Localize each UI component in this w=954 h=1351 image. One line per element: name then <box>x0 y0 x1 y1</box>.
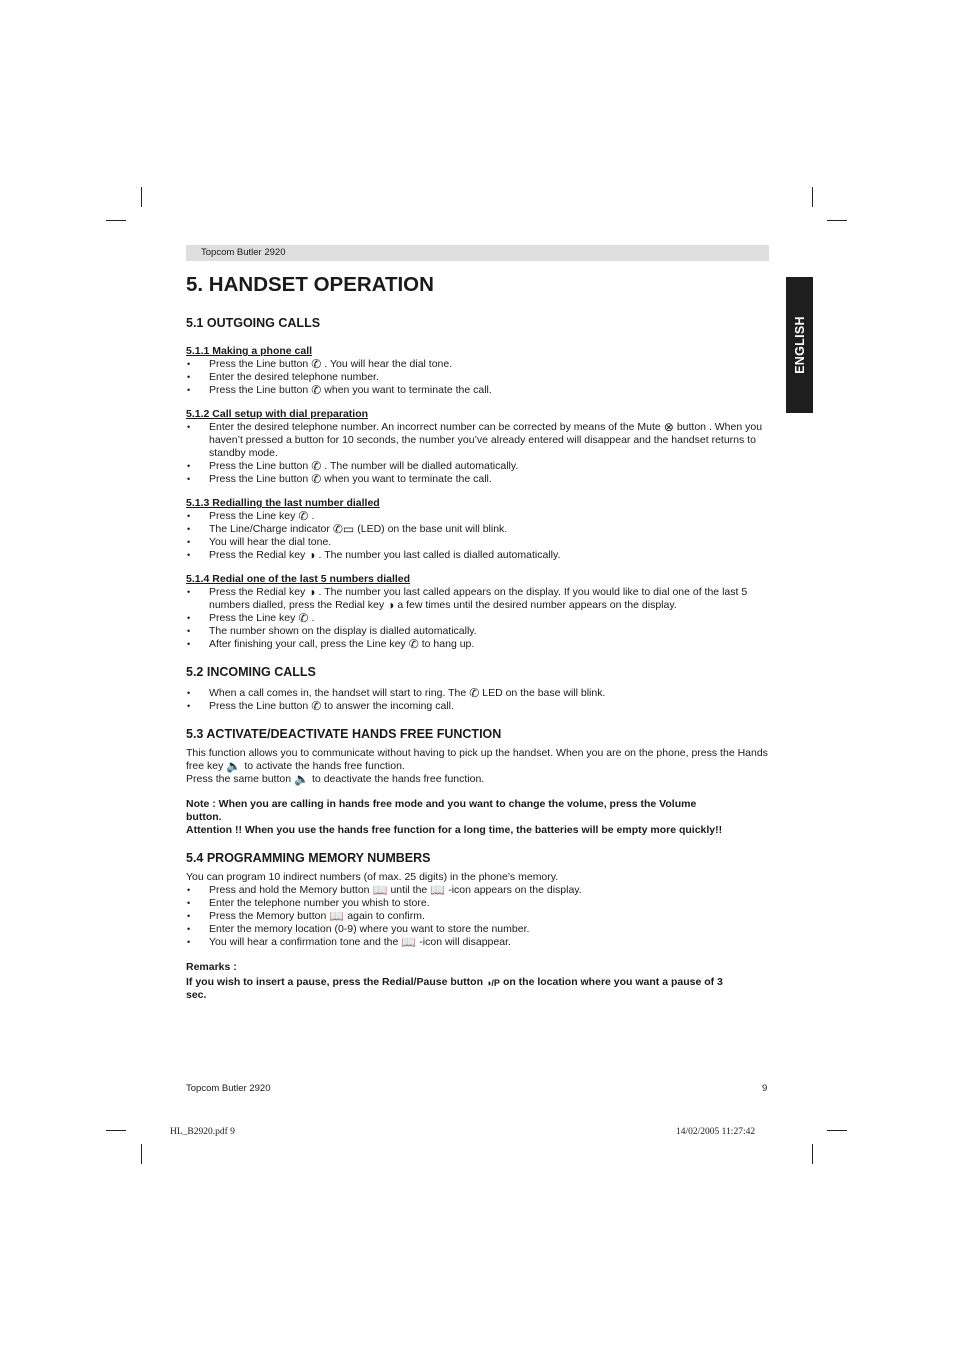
print-timestamp: 14/02/2005 11:27:42 <box>676 1127 756 1137</box>
subsection-5-1-1 <box>186 345 769 397</box>
section-title: 5.4 PROGRAMMING MEMORY NUMBERS <box>186 851 431 865</box>
section-title: 5.3 ACTIVATE/DEACTIVATE HANDS FREE FUNCTION <box>186 727 502 741</box>
remarks-label: Remarks : <box>186 961 237 973</box>
list-item: • Press the Line button ✆ . The number will be dialled automatically. <box>186 460 769 473</box>
list-item: • After finishing your call, press the Line key ✆ to hang up. <box>186 638 769 651</box>
section-title: 5.1 OUTGOING CALLS <box>186 316 321 330</box>
list-item: • Enter the desired telephone number. An incorrect number can be corrected by means of the Mute ⊗ button . When you haven’t pressed a button for 10 seconds, the number you’ve already entered will disappear and the handset returns to standby mode. <box>186 421 769 460</box>
list-item: • Press and hold the Memory button 📖 until the 📖 -icon appears on the display. <box>186 884 769 897</box>
language-tab <box>786 277 813 413</box>
section-5-2 <box>186 687 769 713</box>
list-item: • Enter the telephone number you whish to store. <box>186 897 769 910</box>
phone-handset-icon: ✆ <box>311 472 322 486</box>
crop-mark <box>827 220 847 221</box>
section-title: 5.2 INCOMING CALLS <box>186 665 316 679</box>
list-item: • Press the Line key ✆ . <box>186 510 769 523</box>
attention-note: Attention !! When you use the hands free function for a long time, the batteries will be empty more quickly!! <box>186 824 723 836</box>
paragraph: You can program 10 indirect numbers (of max. 25 digits) in the phone’s memory. <box>186 871 559 883</box>
section-5-3 <box>186 747 769 837</box>
list-item: • Press the Line button ✆ when you want to terminate the call. <box>186 473 769 486</box>
list-item: • Press the Redial key ◑ . The number you last called appears on the display. If you would like to dial one of the last 5 numbers dialled, press the Redial key ◑ a few times until the desired number appears on the display. <box>186 586 769 612</box>
list-item: • When a call comes in, the handset will start to ring. The ✆ LED on the base will blink. <box>186 687 769 700</box>
phone-handset-icon: ✆ <box>469 686 480 700</box>
phone-handset-icon: ✆ <box>298 509 309 523</box>
list-item: • Press the Memory button 📖 again to confirm. <box>186 910 769 923</box>
line-charge-indicator-icon: ✆▭ <box>332 522 355 536</box>
page-title: 5. HANDSET OPERATION <box>186 273 434 296</box>
memory-book-icon: 📖 <box>430 883 446 897</box>
crop-mark <box>141 187 142 207</box>
paragraph: Press the same button 🔈 to deactivate the hands free function. <box>186 772 485 786</box>
list-item: • Enter the memory location (0-9) where you want to store the number. <box>186 923 769 936</box>
crop-mark <box>812 187 813 207</box>
redial-icon: ◑ <box>308 585 316 599</box>
header-title: Topcom Butler 2920 <box>201 247 286 258</box>
redial-icon: ◑ <box>387 598 395 612</box>
list-item: • Press the Line button ✆ . You will hear the dial tone. <box>186 358 769 371</box>
redial-pause-icon: ◑/P <box>485 978 500 988</box>
speaker-icon: 🔈 <box>226 759 242 773</box>
list-item: • The Line/Charge indicator ✆▭ (LED) on the base unit will blink. <box>186 523 769 536</box>
list-item: • You will hear a confirmation tone and the 📖 -icon will disappear. <box>186 936 769 949</box>
phone-handset-icon: ✆ <box>311 383 322 397</box>
list-item: • The number shown on the display is dialled automatically. <box>186 625 769 638</box>
subsection-title: 5.1.4 Redial one of the last 5 numbers dialled <box>186 573 411 585</box>
list-item: • Press the Line button ✆ to answer the incoming call. <box>186 700 769 713</box>
memory-book-icon: 📖 <box>401 935 417 949</box>
subsection-title: 5.1.3 Redialling the last number dialled <box>186 497 380 509</box>
phone-handset-icon: ✆ <box>408 637 419 651</box>
memory-book-icon: 📖 <box>372 883 388 897</box>
page-header <box>186 245 769 261</box>
phone-handset-icon: ✆ <box>311 357 322 371</box>
list-item: • Press the Line key ✆ . <box>186 612 769 625</box>
language-tab-label: ENGLISH <box>792 316 807 374</box>
print-file-name: HL_B2920.pdf 9 <box>170 1127 235 1137</box>
redial-icon: ◑ <box>308 548 316 562</box>
footer-title: Topcom Butler 2920 <box>186 1083 271 1094</box>
section-5-4 <box>186 871 769 1002</box>
phone-handset-icon: ✆ <box>311 699 322 713</box>
subsection-5-1-4 <box>186 573 769 651</box>
memory-book-icon: 📖 <box>329 909 345 923</box>
subsection-5-1-3 <box>186 497 769 562</box>
list-item: • You will hear the dial tone. <box>186 536 769 549</box>
phone-handset-icon: ✆ <box>311 459 322 473</box>
subsection-title: 5.1.2 Call setup with dial preparation <box>186 408 369 420</box>
main-content <box>186 272 769 1002</box>
speaker-icon: 🔈 <box>294 772 310 786</box>
subsection-title: 5.1.1 Making a phone call <box>186 345 313 357</box>
remarks-text: If you wish to insert a pause, press the Redial/Pause button ◑/P on the location where you want a pause of 3 sec. <box>186 976 723 1001</box>
crop-mark <box>141 1144 142 1164</box>
list-item: • Enter the desired telephone number. <box>186 371 769 384</box>
crop-mark <box>812 1144 813 1164</box>
subsection-5-1-2 <box>186 408 769 486</box>
mute-icon: ⊗ <box>663 420 674 434</box>
phone-handset-icon: ✆ <box>298 611 309 625</box>
paragraph: This function allows you to communicate without having to pick up the handset. When you are on the phone, press the Hands free key 🔈 to activate the hands free function. <box>186 747 768 773</box>
list-item: • Press the Redial key ◑ . The number you last called is dialled automatically. <box>186 549 769 562</box>
page-number: 9 <box>762 1083 768 1094</box>
crop-mark <box>106 220 126 221</box>
note: Note : When you are calling in hands free mode and you want to change the volume, press the Volume button. <box>186 798 697 823</box>
crop-mark <box>106 1130 126 1131</box>
list-item: • Press the Line button ✆ when you want to terminate the call. <box>186 384 769 397</box>
crop-mark <box>827 1130 847 1131</box>
